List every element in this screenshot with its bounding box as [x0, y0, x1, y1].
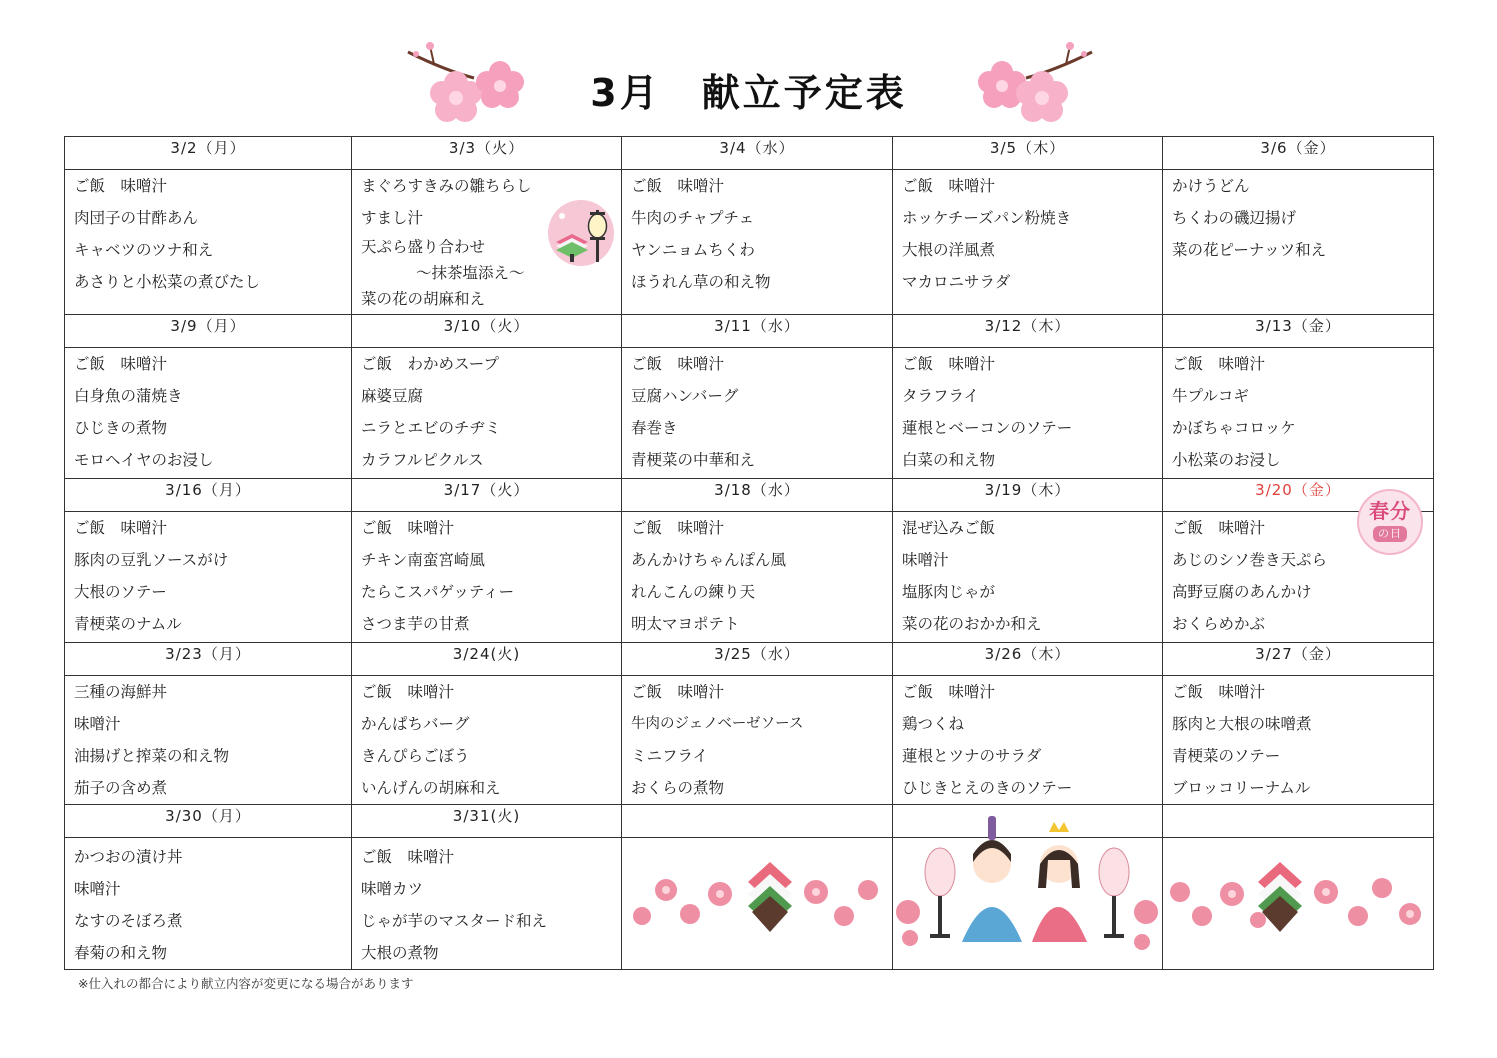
- day-menu: [65, 676, 352, 805]
- menu-item: 大根の洋風煮: [902, 241, 996, 259]
- menu-item: ご飯 味噌汁: [1172, 683, 1266, 701]
- menu-item: 蓮根とベーコンのソテー: [902, 419, 1073, 437]
- menu-item: 味噌汁: [74, 715, 121, 733]
- menu-item: 青梗菜の中華和え: [631, 451, 756, 469]
- menu-item: すまし汁: [361, 209, 424, 227]
- menu-item: 豚肉の豆乳ソースがけ: [74, 551, 229, 569]
- day-header: 3/18（水）: [622, 479, 893, 512]
- menu-item: 菜の花の胡麻和え: [361, 290, 486, 308]
- day-header: 3/2（月）: [65, 137, 352, 170]
- week-header-row: [65, 137, 1434, 170]
- week-menu-row: [65, 348, 1434, 479]
- day-header: 3/16（月）: [65, 479, 352, 512]
- page-title: 3月 献立予定表: [590, 71, 907, 115]
- day-menu: [352, 512, 622, 643]
- menu-item: タラフライ: [902, 387, 980, 405]
- menu-item: 蓮根とツナのサラダ: [902, 747, 1042, 765]
- day-menu: [1163, 170, 1434, 315]
- menu-item: 菜の花ピーナッツ和え: [1172, 241, 1327, 259]
- day-header: 3/17（火）: [352, 479, 622, 512]
- menu-item: 白菜の和え物: [902, 451, 996, 469]
- menu-item: かけうどん: [1172, 177, 1250, 195]
- menu-item: ご飯 味噌汁: [631, 519, 725, 537]
- menu-item-note: ～抹茶塩添え～: [416, 264, 525, 282]
- menu-item: 味噌汁: [74, 880, 121, 898]
- menu-item: おくらめかぶ: [1172, 615, 1266, 633]
- menu-item: ご飯 味噌汁: [631, 355, 725, 373]
- menu-item: 小松菜のお浸し: [1172, 451, 1281, 469]
- day-header: 3/9（月）: [65, 315, 352, 348]
- menu-item: カラフルピクルス: [361, 451, 484, 469]
- day-header: 3/12（木）: [893, 315, 1163, 348]
- day-header: 3/23（月）: [65, 643, 352, 676]
- day-header: 3/27（金）: [1163, 643, 1434, 676]
- menu-item: きんぴらごぼう: [361, 747, 470, 765]
- menu-item: ご飯 味噌汁: [74, 355, 168, 373]
- day-menu: [352, 170, 622, 315]
- day-menu: [893, 170, 1163, 315]
- week-menu-row: [65, 676, 1434, 805]
- menu-item: 白身魚の蒲焼き: [74, 387, 183, 405]
- menu-item: ご飯 味噌汁: [74, 519, 168, 537]
- menu-item: ご飯 味噌汁: [902, 177, 996, 195]
- menu-item: あんかけちゃんぽん風: [631, 551, 787, 569]
- menu-item: 青梗菜のソテー: [1172, 747, 1281, 765]
- day-header: 3/4（水）: [622, 137, 893, 170]
- menu-item: マカロニサラダ: [902, 273, 1011, 291]
- menu-item: あさりと小松菜の煮びたし: [74, 273, 261, 291]
- day-menu: [622, 676, 893, 805]
- menu-item: ご飯 味噌汁: [902, 355, 996, 373]
- week-menu-row: [65, 512, 1434, 643]
- menu-item: 鶏つくね: [902, 715, 965, 733]
- menu-item: ご飯 味噌汁: [361, 848, 455, 866]
- day-header: 3/19（木）: [893, 479, 1163, 512]
- day-header: 3/5（木）: [893, 137, 1163, 170]
- day-menu: [893, 348, 1163, 479]
- week-header-row: [65, 479, 1434, 512]
- menu-item: チキン南蛮宮崎風: [361, 551, 485, 569]
- menu-item: 味噌カツ: [361, 880, 424, 898]
- day-header: 3/25（水）: [622, 643, 893, 676]
- menu-item: ひじきとえのきのソテー: [902, 779, 1073, 797]
- menu-item: かつおの漬け丼: [74, 848, 183, 866]
- menu-item: ご飯 味噌汁: [631, 683, 725, 701]
- day-menu: [622, 512, 893, 643]
- menu-table: [64, 136, 1434, 970]
- day-menu: [65, 170, 352, 315]
- day-menu: [1163, 676, 1434, 805]
- day-menu: [352, 838, 622, 970]
- menu-item: 天ぷら盛り合わせ: [361, 238, 486, 256]
- menu-item: ご飯 味噌汁: [1172, 519, 1266, 537]
- week-header-row: [65, 643, 1434, 676]
- day-header: 3/24(火): [352, 643, 622, 676]
- menu-item: ブロッコリーナムル: [1172, 779, 1311, 797]
- menu-item: 豚肉と大根の味噌煮: [1172, 715, 1312, 733]
- menu-item: あじのシソ巻き天ぷら: [1172, 551, 1328, 569]
- menu-item: 三種の海鮮丼: [74, 683, 168, 701]
- day-header: 3/6（金）: [1163, 137, 1434, 170]
- menu-item: 茄子の含め煮: [74, 779, 168, 797]
- menu-item: 塩豚肉じゃが: [902, 583, 996, 601]
- menu-item: じゃが芋のマスタード和え: [361, 912, 548, 930]
- day-menu: [65, 838, 352, 970]
- menu-item: 牛肉のチャプチェ: [631, 209, 755, 227]
- day-menu: [893, 676, 1163, 805]
- menu-item: キャベツのツナ和え: [74, 241, 214, 259]
- menu-item: 牛プルコギ: [1172, 387, 1249, 405]
- menu-item: ホッケチーズパン粉焼き: [902, 209, 1072, 227]
- day-menu: [65, 348, 352, 479]
- day-header: 3/31(火): [352, 805, 622, 838]
- empty-header: [1163, 805, 1434, 838]
- day-header: 3/10（火）: [352, 315, 622, 348]
- day-menu: [622, 348, 893, 479]
- day-menu: [622, 170, 893, 315]
- menu-item: 牛肉のジェノベーゼソース: [631, 716, 804, 732]
- hishimochi-plum-decoration-left-icon: [628, 852, 888, 942]
- menu-item: さつま芋の甘煮: [361, 615, 470, 633]
- footnote: ※仕入れの都合により献立内容が変更になる場合があります: [78, 976, 414, 991]
- menu-item: ミニフライ: [631, 747, 709, 765]
- menu-item: ひじきの煮物: [74, 419, 168, 437]
- menu-item: かんぱちバーグ: [361, 715, 470, 733]
- menu-item: 明太マヨポテト: [631, 615, 740, 633]
- menu-item: いんげんの胡麻和え: [361, 779, 501, 797]
- week-menu-row: [65, 170, 1434, 315]
- menu-item: おくらの煮物: [631, 779, 725, 797]
- menu-item: 味噌汁: [902, 551, 949, 569]
- day-menu: [352, 676, 622, 805]
- menu-item: モロヘイヤのお浸し: [74, 451, 214, 469]
- menu-item: ご飯 味噌汁: [1172, 355, 1266, 373]
- menu-item: たらこスパゲッティー: [361, 583, 515, 601]
- menu-item: ご飯 味噌汁: [361, 519, 455, 537]
- menu-item: ご飯 わかめスープ: [361, 355, 499, 373]
- menu-item: 豆腐ハンバーグ: [631, 387, 739, 405]
- shunbun-badge: [1357, 489, 1423, 555]
- day-header: 3/30（月）: [65, 805, 352, 838]
- menu-item: ヤンニョムちくわ: [631, 241, 755, 259]
- menu-item: ちくわの磯辺揚げ: [1172, 209, 1297, 227]
- menu-item: 菜の花のおかか和え: [902, 615, 1042, 633]
- day-menu: [893, 512, 1163, 643]
- menu-item: 春巻き: [631, 419, 678, 437]
- menu-item: 大根の煮物: [361, 944, 439, 962]
- menu-item: ご飯 味噌汁: [631, 177, 725, 195]
- badge-line1: 春分: [1369, 499, 1411, 523]
- day-menu: [352, 348, 622, 479]
- menu-item: ご飯 味噌汁: [74, 177, 168, 195]
- menu-item: ご飯 味噌汁: [902, 683, 996, 701]
- menu-item: 高野豆腐のあんかけ: [1172, 583, 1312, 601]
- day-header: 3/26（木）: [893, 643, 1163, 676]
- holiday-date: 3/20（金）: [1255, 481, 1341, 499]
- day-header: 3/3（火）: [352, 137, 622, 170]
- hina-dolls-icon: [892, 812, 1162, 962]
- hinamatsuri-lantern-icon: [546, 198, 616, 268]
- menu-item: 油揚げと搾菜の和え物: [74, 747, 230, 765]
- week-header-row: [65, 315, 1434, 348]
- day-header: 3/11（水）: [622, 315, 893, 348]
- day-menu: [65, 512, 352, 643]
- menu-item: 青梗菜のナムル: [74, 615, 182, 633]
- menu-item: まぐろすきみの雛ちらし: [361, 177, 532, 195]
- menu-item: 肉団子の甘酢あん: [74, 209, 199, 227]
- day-menu: [1163, 348, 1434, 479]
- menu-item: 大根のソテー: [74, 583, 167, 601]
- week-header-row: [65, 805, 1434, 838]
- menu-item: 麻婆豆腐: [361, 387, 424, 405]
- menu-item: れんこんの練り天: [631, 583, 756, 601]
- menu-item: 混ぜ込みご飯: [902, 519, 996, 537]
- menu-item: ほうれん草の和え物: [631, 273, 771, 291]
- badge-line2: の日: [1373, 526, 1407, 542]
- hishimochi-plum-decoration-right-icon: [1166, 852, 1428, 942]
- menu-item: かぼちゃコロッケ: [1172, 419, 1296, 437]
- empty-header: [622, 805, 893, 838]
- menu-item: ご飯 味噌汁: [361, 683, 455, 701]
- menu-item: 春菊の和え物: [74, 944, 168, 962]
- menu-item: なすのそぼろ煮: [74, 912, 183, 930]
- cherry-blossom-right-icon: [966, 40, 1096, 130]
- day-header: 3/13（金）: [1163, 315, 1434, 348]
- menu-item: ニラとエビのチヂミ: [361, 419, 501, 437]
